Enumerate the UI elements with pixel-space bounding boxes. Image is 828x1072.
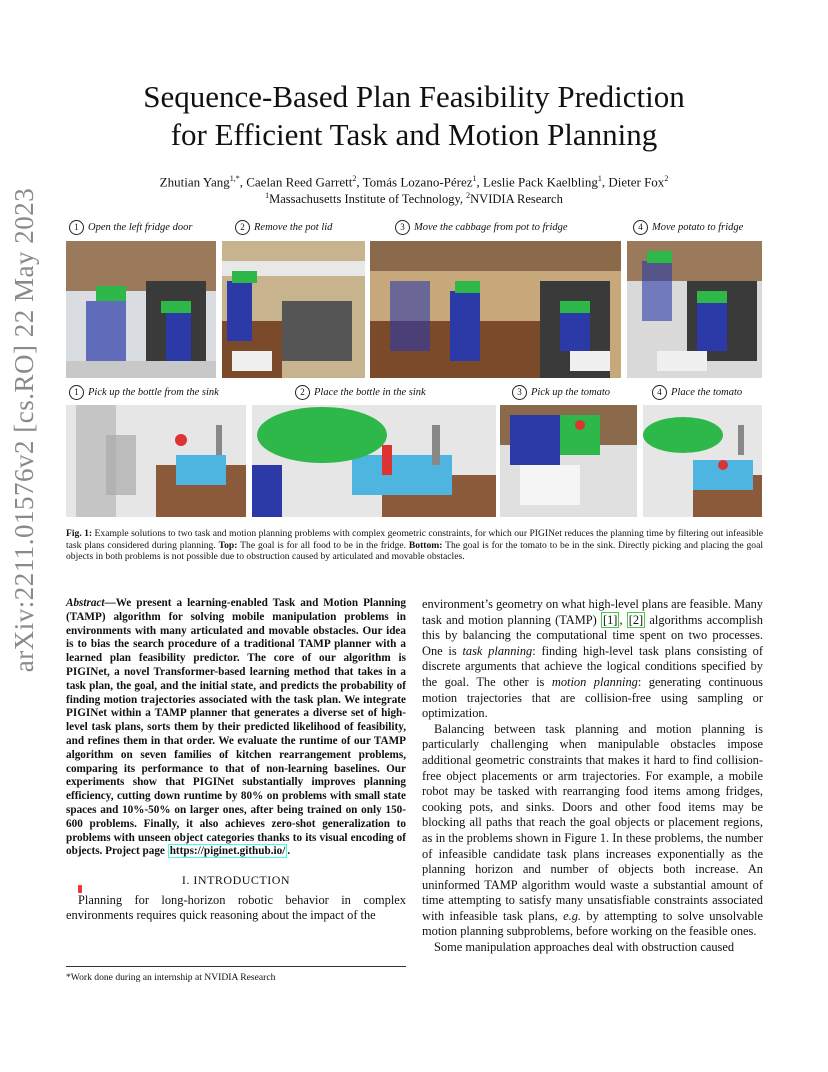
intro-paragraph-2: Balancing between task planning and motion planning is particularly challenging when manipulable obstacles impose additional geometric constraints that makes it hard to find collision-free object placements or arm trajectories. For example, a mobile robot may be tasked with rearranging food items among fridges, cooking pots, and sinks. Doors and other food items may be blocking all paths that reach the goal objects or placement regions, as in the problems shown in Figure 1. In these problems, the number of infeasible candidate task plans increases exponentially as the planning horizon and number of objects both increase. An uninformed TAMP algorithm would waste a substantial amount of time attempting to satisfy many unsatisfiable constraints associated with infeasible task plans, e.g. by attempting to solve unsolvable motion planning subproblems, before working on the feasible ones. <box>422 721 763 939</box>
paper-title <box>80 78 748 154</box>
right-column <box>422 597 763 956</box>
author-sup: 2 <box>352 174 357 183</box>
fig-top-step-2: 2 Remove the pot lid <box>235 220 332 235</box>
fig-top-image-2 <box>222 241 365 378</box>
fig-bottom-step-1: 1 Pick up the bottle from the sink <box>69 385 219 400</box>
section-heading-introduction: I. INTRODUCTION <box>181 873 291 888</box>
fig-top-step-4: 4 Move potato to fridge <box>633 220 743 235</box>
intro-paragraph-continued: environment’s geometry on what high-level plans are feasible. Many task and motion planning (TAMP) [1] , [2] algorithms accomplish this by balancing the computational time spent on two processes. One is task planning: finding high-level task plans consisting of discrete arguments that achieve the logical conditions specified by the goal. The other is motion planning: generating continuous motion trajectories that are collision-free using sampling or optimization. <box>422 597 764 721</box>
affil-sup: 1 <box>265 191 270 200</box>
author-sup: 1,* <box>229 174 240 183</box>
abstract: Abstract—We present a learning-enabled Task and Motion Planning (TAMP) algorithm for solving mobile manipulation problems in environments with many articulated and movable obstacles. Our idea is to bias the search procedure of a traditional TAMP planner with a learned plan feasibility predictor. The core of our algorithm is PIGINet, a novel Transformer-based learning method that takes in a task plan, the goal, and the initial state, and predicts the probability of finding motion trajectories associated with the task plan. We integrate PIGINet within a TAMP planner that generates a diverse set of high-level task plans, sorts them by their predicted likelihood of feasibility, and refines them in that order. We evaluate the runtime of our TAMP algorithm on seven families of kitchen rearrangement problems, comparing its performance to that of non-learning baselines. Our experiments show that PIGINet substantially improves planning efficiency, cutting down runtime by 80% on problems with small state spaces and 10%-50% on larger ones, after being trained on only 150-600 problems. Finally, it also achieves zero-shot generalization to problems with unseen object categories thanks to its visual encoding of objects. Project page https://piginet.github.io/ . <box>66 597 406 858</box>
affiliation-nvidia: NVIDIA Research <box>470 192 563 207</box>
fig-bottom-step-4: 4 Place the tomato <box>652 385 742 400</box>
figure-caption: Fig. 1: Example solutions to two task and motion planning problems with complex geometric constraints, for which our PIGINet reduces the planning time by filtering out infeasible task plans considered during planning. Top: The goal is for all food to be in the fridge. Bottom: The goal is for the tomato to be in the sink. Directly picking and placing the goal objects in both problems is not possible due to obstruction caused by articulated and movable obstacles. <box>66 528 763 562</box>
arxiv-stamp: arXiv:2211.01576v2 [cs.RO] 22 May 2023 <box>9 187 39 673</box>
citation-link[interactable]: [2] <box>628 612 644 627</box>
fig-bottom-step-2: 2 Place the bottle in the sink <box>295 385 426 400</box>
fig-bottom-step-3: 3 Pick up the tomato <box>512 385 610 400</box>
project-page-link[interactable]: https://piginet.github.io/ <box>169 845 286 858</box>
fig-top-image-3 <box>370 241 621 378</box>
affiliations <box>60 191 768 207</box>
citation-link[interactable]: [1] <box>602 612 618 627</box>
author: Leslie Pack Kaelbling <box>483 174 598 190</box>
title-line-1: Sequence-Based Plan Feasibility Prediction <box>143 79 685 114</box>
fig-top-image-4 <box>627 241 762 378</box>
footnote: *Work done during an internship at NVIDIA Research <box>66 966 406 983</box>
author: Tomás Lozano-Pérez <box>362 174 473 190</box>
left-column <box>66 597 406 924</box>
author-sup: 1 <box>597 174 602 183</box>
intro-paragraph-3: Some manipulation approaches deal with obstruction caused <box>434 940 735 955</box>
fig-top-image-1 <box>66 241 216 378</box>
author: Caelan Reed Garrett <box>246 174 353 190</box>
fig-bottom-image-3 <box>500 405 637 517</box>
red-marker <box>78 885 82 893</box>
fig-top-step-1: 1 Open the left fridge door <box>69 220 192 235</box>
fig-bottom-image-2 <box>252 405 496 517</box>
author-list: Zhutian Yang$^{1,*}$, Caelan Reed Garrett$^2$, Tomás Lozano-Pérez$^1$, Leslie Pack Kaelbling$^1$, Dieter Fox$^2$ <box>159 174 669 190</box>
affil-sup: 2 <box>466 191 471 200</box>
affiliation-mit: Massachusetts Institute of Technology, <box>269 192 467 207</box>
fig-bottom-image-4 <box>643 405 762 517</box>
intro-paragraph: Planning for long-horizon robotic behavior in complex environments requires quick reasoning about the impact of the <box>66 892 406 923</box>
fig-bottom-image-1 <box>66 405 246 517</box>
author-sup: 2 <box>664 174 669 183</box>
author: Zhutian Yang <box>159 174 230 190</box>
title-line-2: for Efficient Task and Motion Planning <box>170 117 658 152</box>
fig-top-step-3: 3 Move the cabbage from pot to fridge <box>395 220 568 235</box>
author: Dieter Fox <box>608 174 665 190</box>
author-sup: 1 <box>472 174 477 183</box>
